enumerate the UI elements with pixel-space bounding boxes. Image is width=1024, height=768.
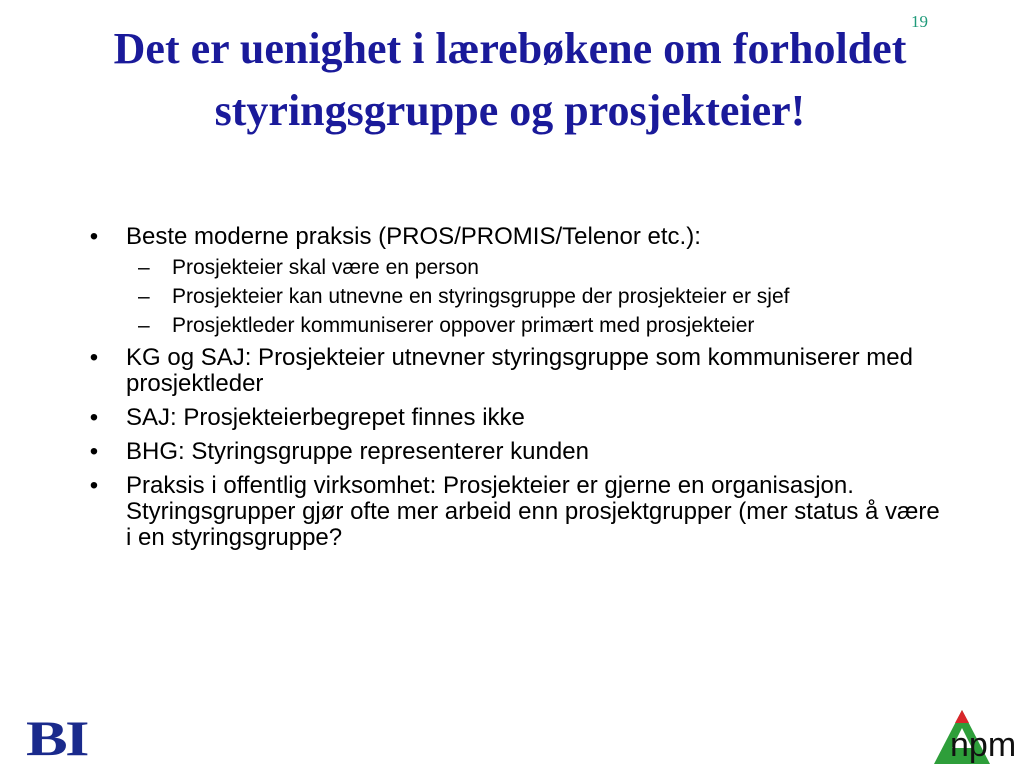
page-number: 19 <box>911 12 928 31</box>
sub-bullet-item <box>84 285 944 308</box>
bullet-item <box>84 224 944 250</box>
npm-logo-icon <box>932 706 1024 768</box>
npm-logo <box>932 706 1024 768</box>
bullet-text: KG og SAJ: Prosjekteier utnevner styringsgruppe som kommuniserer med prosjektleder <box>126 344 913 397</box>
bi-logo: BI <box>26 710 88 766</box>
sub-bullet-item <box>84 314 944 337</box>
sub-bullet-marker: – <box>138 314 150 337</box>
sub-bullet-marker: – <box>138 285 150 308</box>
sub-bullet-text: Prosjekteier kan utnevne en styringsgruppe der prosjekteier er sjef <box>172 285 790 308</box>
bullet-item <box>84 405 944 431</box>
bullet-marker: • <box>89 223 99 250</box>
bullet-item <box>84 345 944 397</box>
bullet-text: Praksis i offentlig virksomhet: Prosjekteier er gjerne en organisasjon. Styringsgrupper gjør ofte mer arbeid enn prosjektgrupper (mer status å være i en styringsgruppe? <box>126 472 940 551</box>
sub-bullet-item <box>84 256 944 279</box>
bullet-text: Beste moderne praksis (PROS/PROMIS/Telenor etc.): <box>126 223 701 250</box>
bullet-item <box>84 473 944 551</box>
bullet-text: BHG: Styringsgruppe representerer kunden <box>126 438 589 465</box>
bullet-marker: • <box>89 344 99 371</box>
sub-bullet-text: Prosjektleder kommuniserer oppover primært med prosjekteier <box>172 314 755 337</box>
slide-title: Det er uenighet i lærebøkene om forholdet styringsgruppe og prosjekteier! <box>113 24 907 135</box>
bullet-text: SAJ: Prosjekteierbegrepet finnes ikke <box>126 404 525 431</box>
bullet-marker: • <box>89 438 99 465</box>
npm-logo-text: npm <box>950 726 1017 764</box>
bullet-marker: • <box>89 404 99 431</box>
sub-bullet-marker: – <box>138 256 150 279</box>
sub-bullet-text: Prosjekteier skal være en person <box>172 256 479 279</box>
bullet-marker: • <box>89 472 99 499</box>
bullet-item <box>84 439 944 465</box>
bullet-list <box>84 224 944 559</box>
